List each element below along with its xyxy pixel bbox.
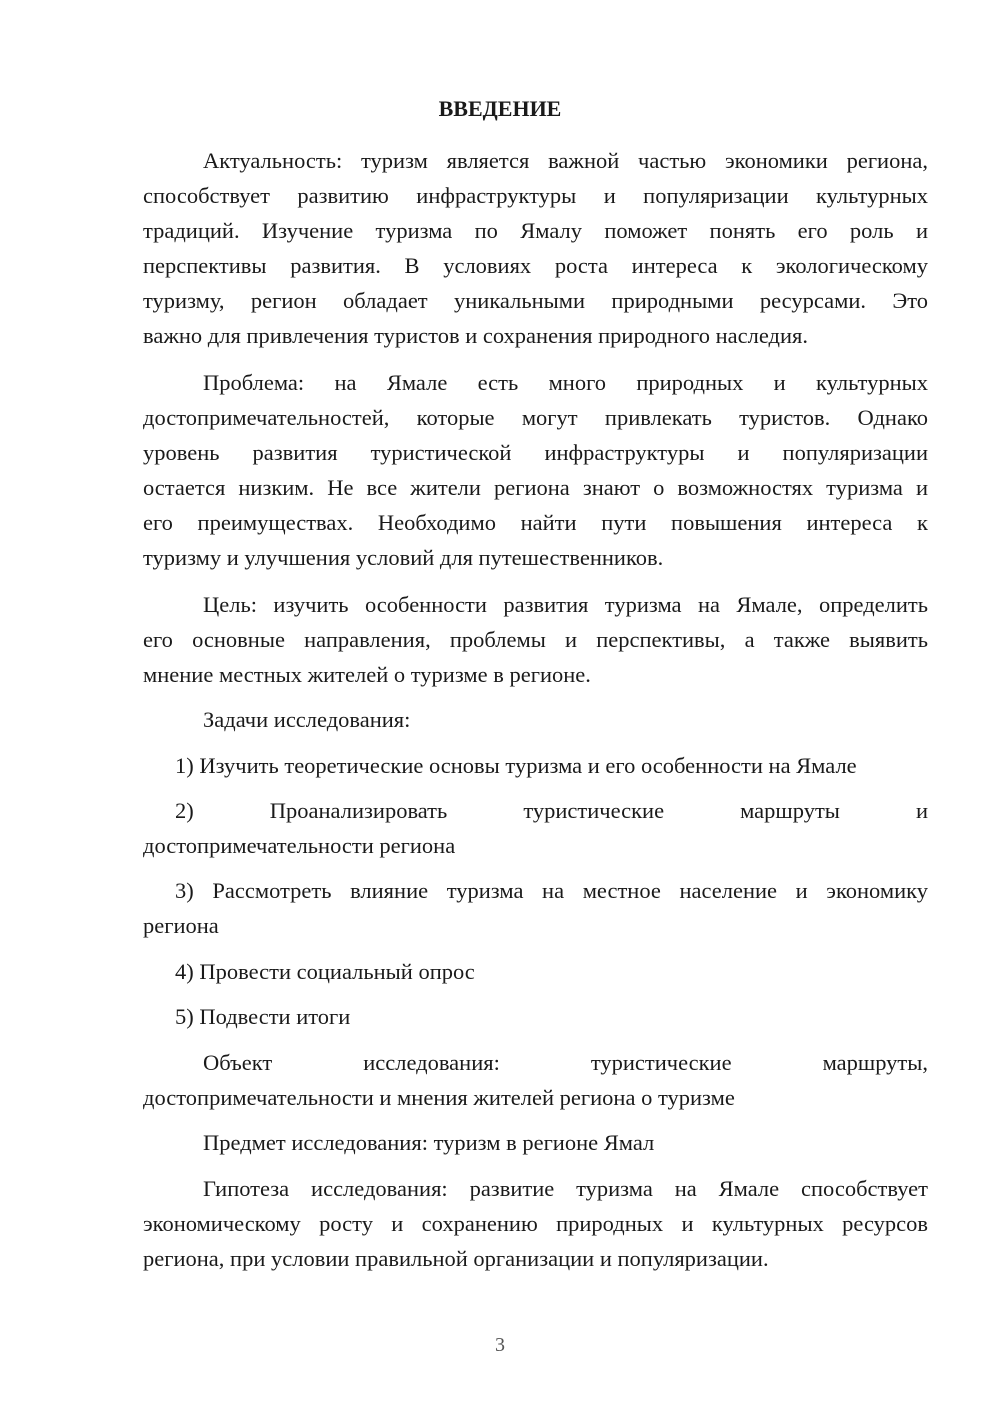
paragraph-subject xyxy=(143,1125,928,1160)
paragraph-object xyxy=(143,1045,928,1115)
text-line: остается низким. Не все жители региона знают о возможностях туризма и xyxy=(143,475,928,500)
text-line: региона, при условии правильной организации и популяризации. xyxy=(143,1246,769,1271)
text-line: достопримечательностей, которые могут привлекать туристов. Однако xyxy=(143,405,928,430)
text-line: уровень развития туристической инфраструктуры и популяризации xyxy=(143,440,928,465)
text-line: туризму и улучшения условий для путешественников. xyxy=(143,545,664,570)
text-line: 1) Изучить теоретические основы туризма и его особенности на Ямале xyxy=(175,753,857,778)
text-line: его основные направления, проблемы и перспективы, а также выявить xyxy=(143,627,928,652)
text-line: перспективы развития. В условиях роста интереса к экологическому xyxy=(143,253,928,278)
text-line: Объект исследования: туристические маршруты, xyxy=(203,1050,928,1075)
paragraph-goal xyxy=(143,587,928,692)
task-item-2 xyxy=(143,793,928,863)
page-number: 3 xyxy=(495,1334,505,1356)
paragraph-problem xyxy=(143,365,928,575)
text-line: региона xyxy=(143,913,219,938)
text-line: достопримечательности региона xyxy=(143,833,456,858)
task-item-4 xyxy=(143,954,928,989)
text-line: мнение местных жителей о туризме в регионе. xyxy=(143,662,591,687)
task-item-5 xyxy=(143,999,928,1034)
text-line: 3) Рассмотреть влияние туризма на местное население и экономику xyxy=(175,878,928,903)
text-line: туризму, регион обладает уникальными природными ресурсами. Это xyxy=(143,288,928,313)
paragraph-hypothesis xyxy=(143,1171,928,1276)
text-line: важно для привлечения туристов и сохранения природного наследия. xyxy=(143,323,808,348)
text-line: Цель: изучить особенности развития туризма на Ямале, определить xyxy=(203,592,928,617)
text-line: 2) Проанализировать туристические маршруты и xyxy=(175,798,928,823)
tasks-heading xyxy=(143,702,928,737)
text-line: его преимуществах. Необходимо найти пути повышения интереса к xyxy=(143,510,928,535)
text-line: способствует развитию инфраструктуры и популяризации культурных xyxy=(143,183,928,208)
text-line: Актуальность: туризм является важной частью экономики региона, xyxy=(203,148,928,173)
task-item-1 xyxy=(143,748,928,783)
text-line: достопримечательности и мнения жителей региона о туризме xyxy=(143,1085,735,1110)
section-title: ВВЕДЕНИЕ xyxy=(438,96,562,121)
text-line: экономическому росту и сохранению природных и культурных ресурсов xyxy=(143,1211,928,1236)
text-line: Проблема: на Ямале есть много природных и культурных xyxy=(203,370,928,395)
text-line: Предмет исследования: туризм в регионе Ямал xyxy=(203,1130,655,1155)
paragraph-relevance xyxy=(143,143,928,353)
text-line: Задачи исследования: xyxy=(203,707,411,732)
text-line: Гипотеза исследования: развитие туризма на Ямале способствует xyxy=(203,1176,928,1201)
task-item-3 xyxy=(143,873,928,943)
text-line: 5) Подвести итоги xyxy=(175,1004,351,1029)
text-line: 4) Провести социальный опрос xyxy=(175,959,475,984)
text-line: традиций. Изучение туризма по Ямалу поможет понять его роль и xyxy=(143,218,928,243)
